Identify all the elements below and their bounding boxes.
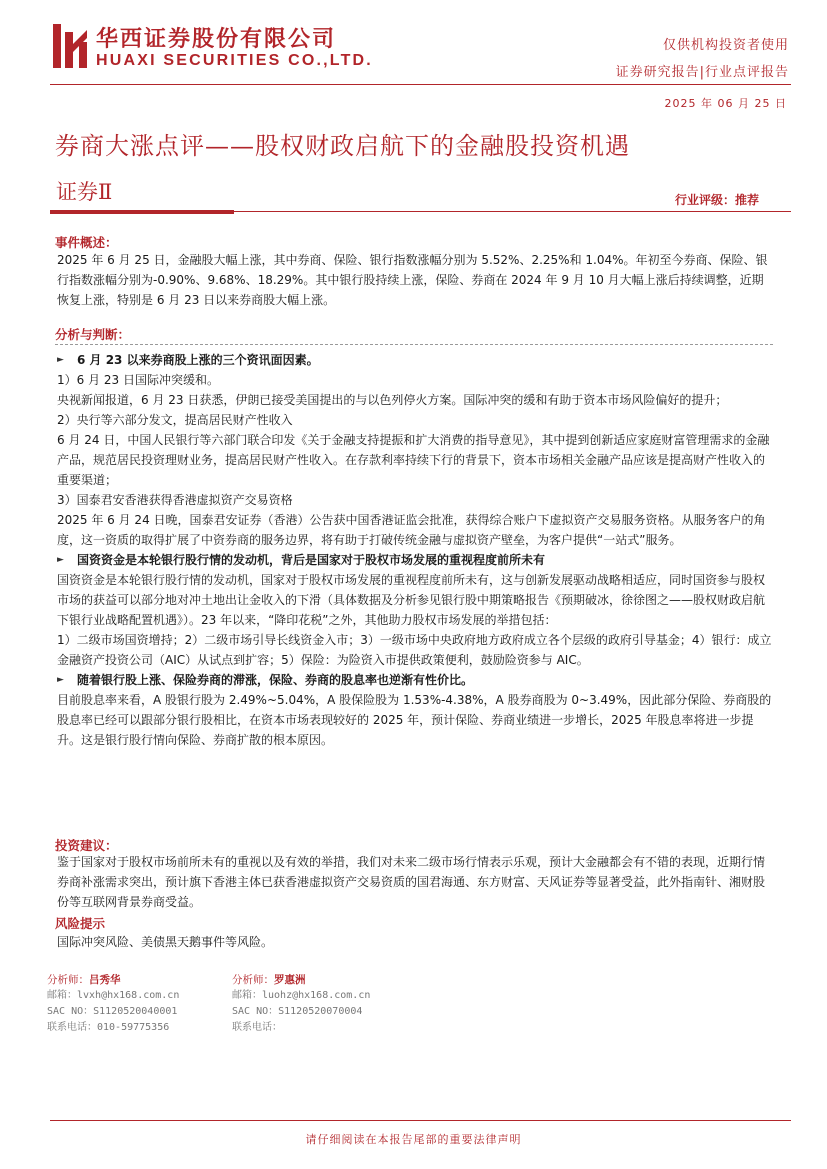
analyst-label: 分析师：	[232, 974, 274, 986]
sector-underline	[50, 210, 234, 214]
risk-text: 国际冲突风险、美债黑天鹅事件等风险。	[57, 935, 274, 949]
analysis-body	[57, 350, 773, 750]
triangle-bullet-icon: ►	[57, 555, 64, 565]
bullet-3	[57, 670, 773, 690]
company-name-en: HUAXI SECURITIES CO.,LTD.	[96, 52, 373, 69]
industry-rating: 行业评级：推荐	[674, 193, 759, 207]
triangle-bullet-icon: ►	[57, 355, 64, 365]
analysis-heading: 分析与判断：	[55, 327, 131, 342]
footer-divider	[50, 1120, 791, 1121]
investor-notice: 仅供机构投资者使用	[662, 38, 789, 53]
analyst-email: 邮箱：lvxh@hx168.com.cn	[47, 990, 180, 1001]
header-divider	[50, 84, 791, 85]
para-9: 目前股息率来看，A 股银行股为 2.49%~5.04%，A 股保险股为 1.53%-4.38%，A 股券商股为 0~3.49%，因此部分保险、券商股的股息率已经可以跟部分银行股相比，在资本市场表现较好的 2025 年，预计保险、券商业绩进一步增长，2025 年股息率将进一步提升。这是银行股行情向保险、券商扩散的根本原因。	[57, 693, 772, 747]
bullet-2	[57, 550, 773, 570]
analyst-sac: SAC NO：S1120520070004	[232, 1006, 363, 1017]
analyst-label: 分析师：	[47, 974, 89, 986]
analyst-name: 罗惠洲	[274, 974, 306, 986]
para-2: 央视新闻报道，6 月 23 日获悉，伊朗已接受美国提出的与以色列停火方案。国际冲突的缓和有助于资本市场风险偏好的提升；	[57, 393, 728, 407]
risk-heading: 风险提示	[55, 916, 106, 931]
analyst-phone: 联系电话：010-59775356	[47, 1022, 170, 1033]
bullet-1-text: 6 月 23 以来券商股上涨的三个资讯面因素。	[77, 353, 319, 367]
bullet-3-text: 随着银行股上涨、保险券商的滞涨，保险、券商的股息率也逆渐有性价比。	[77, 673, 474, 687]
invest-text: 鉴于国家对于股权市场前所未有的重视以及有效的举措，我们对未来二级市场行情表示乐观，预计大金融都会有不错的表现，近期行情券商补涨需求突出，预计旗下香港主体已获香港虚拟资产交易资质的国君海通、东方财富、天风证券等显著受益，此外指南针、湘财股份等互联网背景券商受益。	[57, 855, 766, 909]
report-title: 券商大涨点评——股权财政启航下的金融股投资机遇	[55, 132, 630, 160]
para-5: 3）国泰君安香港获得香港虚拟资产交易资格	[57, 493, 293, 507]
para-8: 1）二级市场国资增持；2）二级市场引导长线资金入市；3）一级市场中央政府地方政府成立各个层级的政府引导基金；4）银行：成立金融资产投资公司（AIC）从试点到扩容；5）保险：为险资入市提供政策便利，鼓励险资参与 AIC。	[57, 633, 772, 667]
analyst-card-2	[232, 972, 370, 1036]
report-type: 证券研究报告|行业点评报告	[615, 65, 789, 80]
analyst-email: 邮箱：luohz@hx168.com.cn	[232, 990, 371, 1001]
para-4: 6 月 24 日，中国人民银行等六部门联合印发《关于金融支持提振和扩大消费的指导意见》，其中提到创新适应家庭财富管理需求的金融产品，规范居民投资理财业务，提高居民财产性收入。在存款利率持续下行的背景下，资本市场相关金融产品应该是提高财产性收入的重要渠道；	[57, 433, 770, 487]
para-3: 2）央行等六部分发文，提高居民财产性收入	[57, 413, 293, 427]
para-7: 国资资金是本轮银行股行情的发动机，国家对于股权市场发展的重视程度前所未有，这与创新发展驱动战略相适应，同时国资参与股权市场的获益可以部分地对冲土地出让金收入的下滑（具体数据及分析参见银行股中期策略报告《预期破冰，徐徐图之——股权财政启航下银行业战略配置机遇》）。23 年以来，“降印花税”之外，其他助力股权市场发展的举措包括：	[57, 573, 766, 627]
para-6: 2025 年 6 月 24 日晚，国泰君安证券（香港）公告获中国香港证监会批准，获得综合账户下虚拟资产交易服务资格。从服务客户的角度，这一资质的取得扩展了中资券商的服务边界，将有助于打破传统金融与虚拟资产壁垒，为客户提供“一站式”服务。	[57, 513, 766, 547]
invest-heading: 投资建议：	[55, 838, 118, 853]
sector-name: 证券Ⅱ	[56, 180, 113, 204]
report-date: 2025 年 06 月 25 日	[664, 97, 787, 110]
event-text: 2025 年 6 月 25 日，金融股大幅上涨，其中券商、保险、银行指数涨幅分别为 5.52%、2.25%和 1.04%。年初至今券商、保险、银行指数涨幅分别为-0.90%、9.68%、18.29%。其中银行股持续上涨，保险、券商在 2024 年 9 月 10 月大幅上涨后持续调整，近期恢复上涨，特别是 6 月 23 日以来券商股大幅上涨。	[57, 253, 768, 307]
analyst-phone: 联系电话：	[232, 1022, 282, 1033]
company-name-cn: 华西证券股份有限公司	[96, 26, 337, 52]
sector-divider	[234, 211, 791, 212]
bullet-2-text: 国资资金是本轮银行股行情的发动机，背后是国家对于股权市场发展的重视程度前所未有	[77, 553, 546, 567]
dashed-divider	[55, 344, 773, 345]
analyst-sac: SAC NO：S1120520040001	[47, 1006, 178, 1017]
para-1: 1）6 月 23 日国际冲突缓和。	[57, 373, 219, 387]
event-heading: 事件概述：	[55, 235, 118, 250]
bullet-1	[57, 350, 773, 370]
huaxi-logo-icon	[53, 24, 87, 68]
triangle-bullet-icon: ►	[57, 675, 64, 685]
legal-notice-footer: 请仔细阅读在本报告尾部的重要法律声明	[305, 1133, 522, 1146]
analyst-name: 吕秀华	[89, 974, 121, 986]
analyst-card-1	[47, 972, 179, 1036]
